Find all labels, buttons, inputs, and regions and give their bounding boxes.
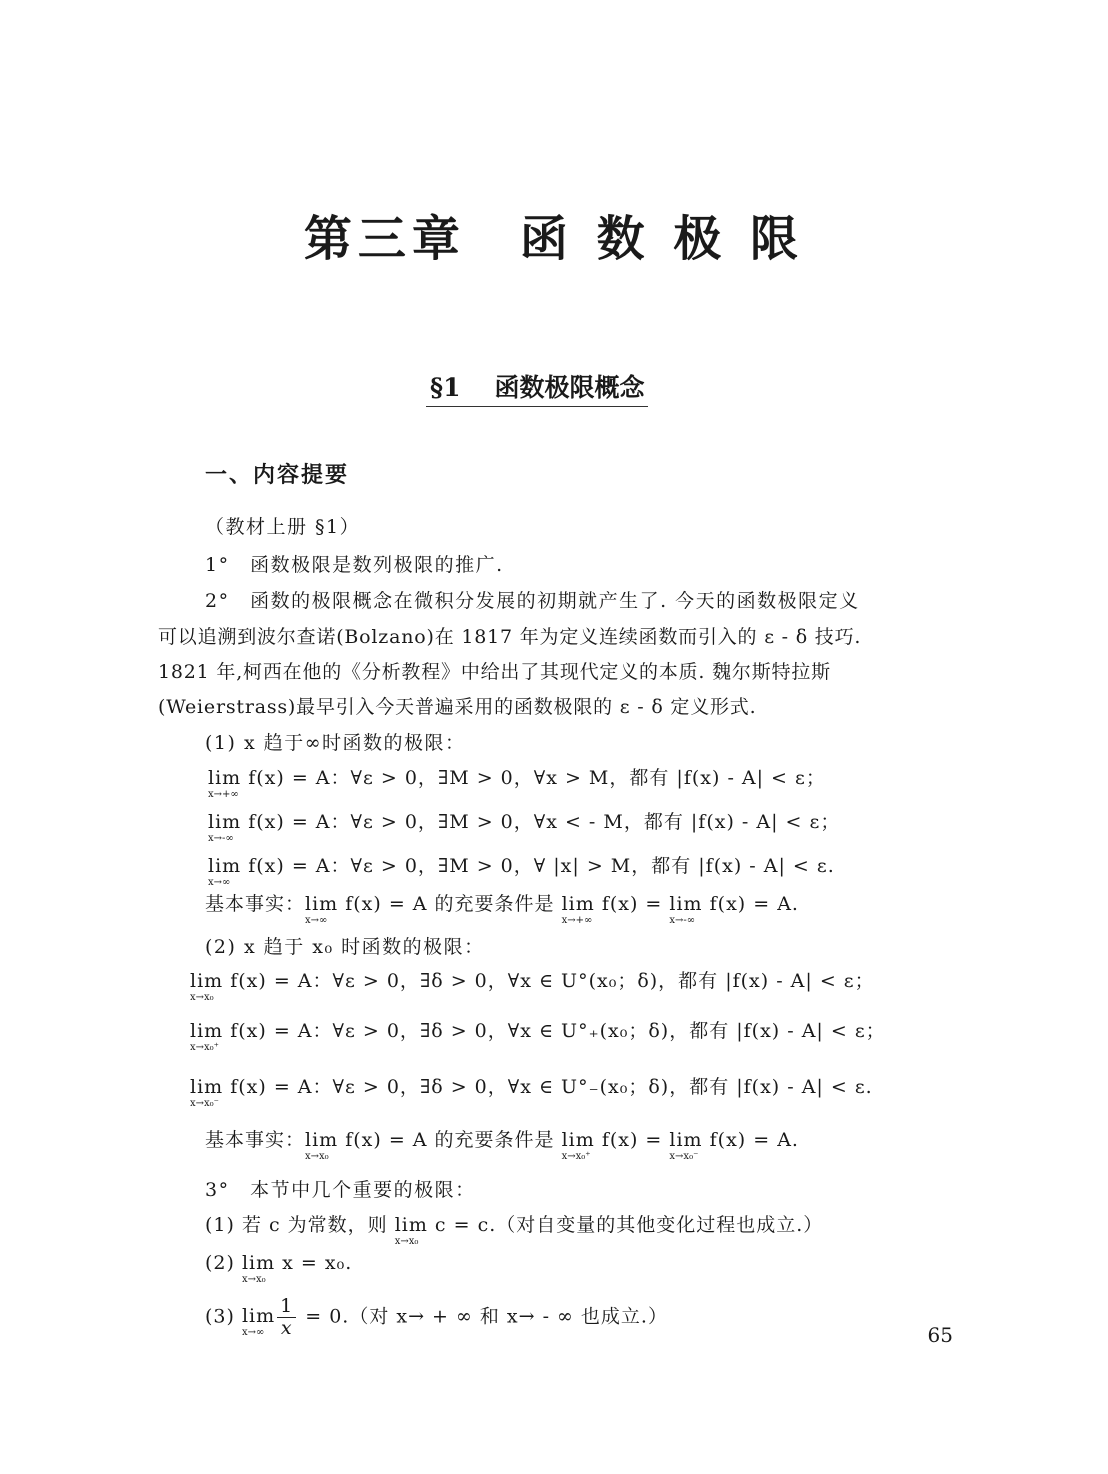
lim-operator: lim x→x₀⁺ [190, 1020, 224, 1053]
page-number: 65 [927, 1323, 953, 1347]
item-2-line-2: 可以追溯到波尔查诺(Bolzano)在 1817 年为定义连续函数而引入的 ε - δ 技巧. [158, 626, 862, 648]
basic-fact-2: 基本事实：lim x→x₀ f(x) = A 的充要条件是 lim x→x₀⁺ f(x) = lim x→x₀⁻ f(x) = A. [205, 1129, 799, 1162]
limit-definition: lim x→∞ f(x) = A：∀ε > 0，∃M > 0，∀ |x| > M，都有 |f(x) - A| < ε. [208, 855, 835, 888]
section-heading [426, 368, 648, 407]
item-2-line-3: 1821 年,柯西在他的《分析教程》中给出了其现代定义的本质. 魏尔斯特拉斯 [158, 661, 831, 683]
item-2-line-1: 2° 函数的极限概念在微积分发展的初期就产生了. 今天的函数极限定义 [205, 590, 860, 612]
lim-operator: lim x→-∞ [208, 811, 242, 844]
textbook-reference: （教材上册 §1） [205, 516, 361, 538]
item-3: 3° 本节中几个重要的极限： [205, 1179, 476, 1201]
lim-operator: lim x→x₀ [190, 970, 224, 1003]
lim-operator: lim x→x₀⁻ [190, 1076, 224, 1109]
limit-definition: lim x→x₀ f(x) = A：∀ε > 0，∃δ > 0，∀x ∈ U°(x₀；δ)，都有 |f(x) - A| < ε； [190, 970, 875, 1003]
section-number: §1 [430, 373, 461, 402]
important-limit-1: (1) 若 c 为常数，则 lim x→x₀ c = c.（对自变量的其他变化过程也成立.） [205, 1214, 824, 1247]
limit-definition: lim x→x₀⁻ f(x) = A：∀ε > 0，∃δ > 0，∀x ∈ U°₋(x₀；δ)，都有 |f(x) - A| < ε. [190, 1076, 873, 1109]
lim-operator: lim x→∞ [208, 855, 242, 888]
section-title: 函数极限概念 [494, 373, 645, 402]
basic-fact-1: 基本事实：lim x→∞ f(x) = A 的充要条件是 lim x→+∞ f(x) = lim x→-∞ f(x) = A. [205, 893, 799, 926]
part-2-title: (2) x 趋于 x₀ 时函数的极限： [205, 936, 485, 958]
limit-definition: lim x→-∞ f(x) = A：∀ε > 0，∃M > 0，∀x < - M，都有 |f(x) - A| < ε； [208, 811, 841, 844]
item-1: 1° 函数极限是数列极限的推广. [205, 554, 504, 576]
important-limit-3: (3) lim x→∞ $\frac{1}{x}$ = 0.（对 x→ + ∞ 和 x→ - ∞ 也成立.） [205, 1295, 668, 1339]
lim-operator: lim x→+∞ [208, 767, 242, 800]
part-1-title: (1) x 趋于∞时函数的极限： [205, 732, 466, 754]
limit-definition: lim x→x₀⁺ f(x) = A：∀ε > 0，∃δ > 0，∀x ∈ U°₊(x₀；δ)，都有 |f(x) - A| < ε； [190, 1020, 886, 1053]
subheading: 一、内容提要 [205, 462, 350, 488]
item-2-line-4: (Weierstrass)最早引入今天普遍采用的函数极限的 ε - δ 定义形式. [158, 696, 757, 718]
chapter-title: 第三章 函 数 极 限 [303, 211, 805, 267]
limit-definition: lim x→+∞ f(x) = A：∀ε > 0，∃M > 0，∀x > M，都有 |f(x) - A| < ε； [208, 767, 826, 800]
fraction: $\frac{1}{x}$ [277, 1296, 296, 1339]
important-limit-2: (2) lim x→x₀ x = x₀. [205, 1252, 353, 1285]
